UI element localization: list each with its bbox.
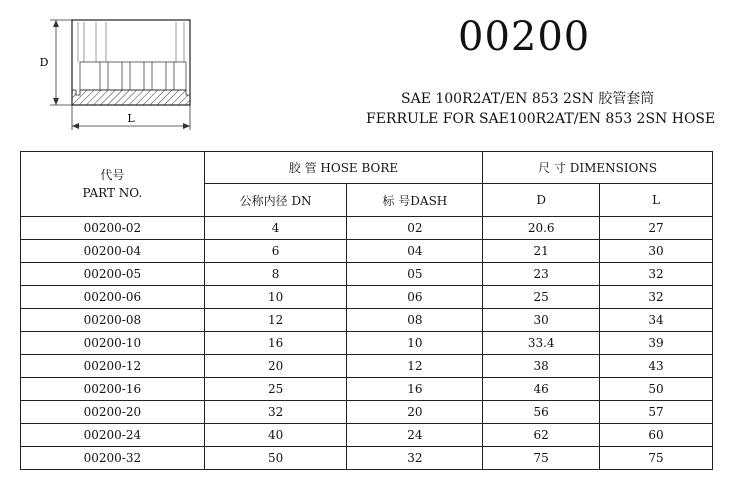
cell-d: 23 bbox=[483, 263, 600, 286]
cell-part: 00200-24 bbox=[21, 424, 205, 447]
table-row bbox=[21, 355, 713, 378]
l-header: L bbox=[600, 184, 713, 217]
cell-dn: 6 bbox=[204, 240, 347, 263]
cell-l: 75 bbox=[600, 447, 713, 470]
d-label: D bbox=[39, 56, 49, 69]
part-code-title: 00200 bbox=[458, 14, 591, 60]
cell-d: 25 bbox=[483, 286, 600, 309]
cell-dn: 50 bbox=[204, 447, 347, 470]
cell-l: 34 bbox=[600, 309, 713, 332]
cell-dash: 32 bbox=[347, 447, 483, 470]
cell-l: 43 bbox=[600, 355, 713, 378]
subtitle-english: FERRULE FOR SAE100R2AT/EN 853 2SN HOSE bbox=[366, 111, 716, 127]
table-row bbox=[21, 332, 713, 355]
cell-part: 00200-05 bbox=[21, 263, 205, 286]
cell-d: 20.6 bbox=[483, 217, 600, 240]
table-row bbox=[21, 401, 713, 424]
part-header-en: PART NO. bbox=[82, 186, 143, 200]
d-dimension bbox=[50, 20, 72, 105]
cell-part: 00200-06 bbox=[21, 286, 205, 309]
d-header: D bbox=[483, 184, 600, 217]
cell-dn: 8 bbox=[204, 263, 347, 286]
cell-d: 38 bbox=[483, 355, 600, 378]
dash-header: 标 号DASH bbox=[347, 184, 483, 217]
table-row bbox=[21, 263, 713, 286]
dn-header: 公称内径 DN bbox=[204, 184, 347, 217]
cell-l: 32 bbox=[600, 263, 713, 286]
table-row bbox=[21, 378, 713, 401]
cell-dn: 12 bbox=[204, 309, 347, 332]
cell-l: 50 bbox=[600, 378, 713, 401]
cell-dn: 25 bbox=[204, 378, 347, 401]
cell-part: 00200-20 bbox=[21, 401, 205, 424]
cell-l: 32 bbox=[600, 286, 713, 309]
dimensions-header: 尺 寸 DIMENSIONS bbox=[483, 152, 713, 184]
cell-dn: 4 bbox=[204, 217, 347, 240]
cell-l: 30 bbox=[600, 240, 713, 263]
cell-dash: 10 bbox=[347, 332, 483, 355]
cell-dash: 02 bbox=[347, 217, 483, 240]
cell-dn: 32 bbox=[204, 401, 347, 424]
table-row bbox=[21, 309, 713, 332]
cell-dash: 16 bbox=[347, 378, 483, 401]
cell-dash: 06 bbox=[347, 286, 483, 309]
cell-dash: 08 bbox=[347, 309, 483, 332]
cell-part: 00200-16 bbox=[21, 378, 205, 401]
cell-dash: 05 bbox=[347, 263, 483, 286]
cell-part: 00200-02 bbox=[21, 217, 205, 240]
table-row bbox=[21, 286, 713, 309]
cell-part: 00200-08 bbox=[21, 309, 205, 332]
cell-dn: 16 bbox=[204, 332, 347, 355]
cell-d: 56 bbox=[483, 401, 600, 424]
cell-l: 27 bbox=[600, 217, 713, 240]
cell-l: 60 bbox=[600, 424, 713, 447]
cell-dn: 20 bbox=[204, 355, 347, 378]
ferrule-drawing bbox=[0, 0, 240, 140]
table-row bbox=[21, 424, 713, 447]
cell-part: 00200-04 bbox=[21, 240, 205, 263]
cell-part: 00200-12 bbox=[21, 355, 205, 378]
l-label: L bbox=[127, 112, 135, 125]
cell-dash: 12 bbox=[347, 355, 483, 378]
cell-dash: 04 bbox=[347, 240, 483, 263]
cell-dash: 20 bbox=[347, 401, 483, 424]
cell-part: 00200-10 bbox=[21, 332, 205, 355]
part-number-header bbox=[21, 152, 205, 217]
subtitle-chinese: SAE 100R2AT/EN 853 2SN 胶管套筒 bbox=[401, 91, 655, 107]
cell-d: 30 bbox=[483, 309, 600, 332]
cell-part: 00200-32 bbox=[21, 447, 205, 470]
cell-d: 75 bbox=[483, 447, 600, 470]
spec-table bbox=[20, 151, 713, 470]
cell-dash: 24 bbox=[347, 424, 483, 447]
cell-d: 33.4 bbox=[483, 332, 600, 355]
cell-l: 57 bbox=[600, 401, 713, 424]
part-header-cn: 代号 bbox=[100, 168, 125, 182]
cell-d: 21 bbox=[483, 240, 600, 263]
table-row bbox=[21, 240, 713, 263]
table-row bbox=[21, 217, 713, 240]
cell-d: 62 bbox=[483, 424, 600, 447]
cell-d: 46 bbox=[483, 378, 600, 401]
cell-dn: 10 bbox=[204, 286, 347, 309]
cell-dn: 40 bbox=[204, 424, 347, 447]
table-row bbox=[21, 447, 713, 470]
cell-l: 39 bbox=[600, 332, 713, 355]
hose-bore-header: 胶 管 HOSE BORE bbox=[204, 152, 483, 184]
